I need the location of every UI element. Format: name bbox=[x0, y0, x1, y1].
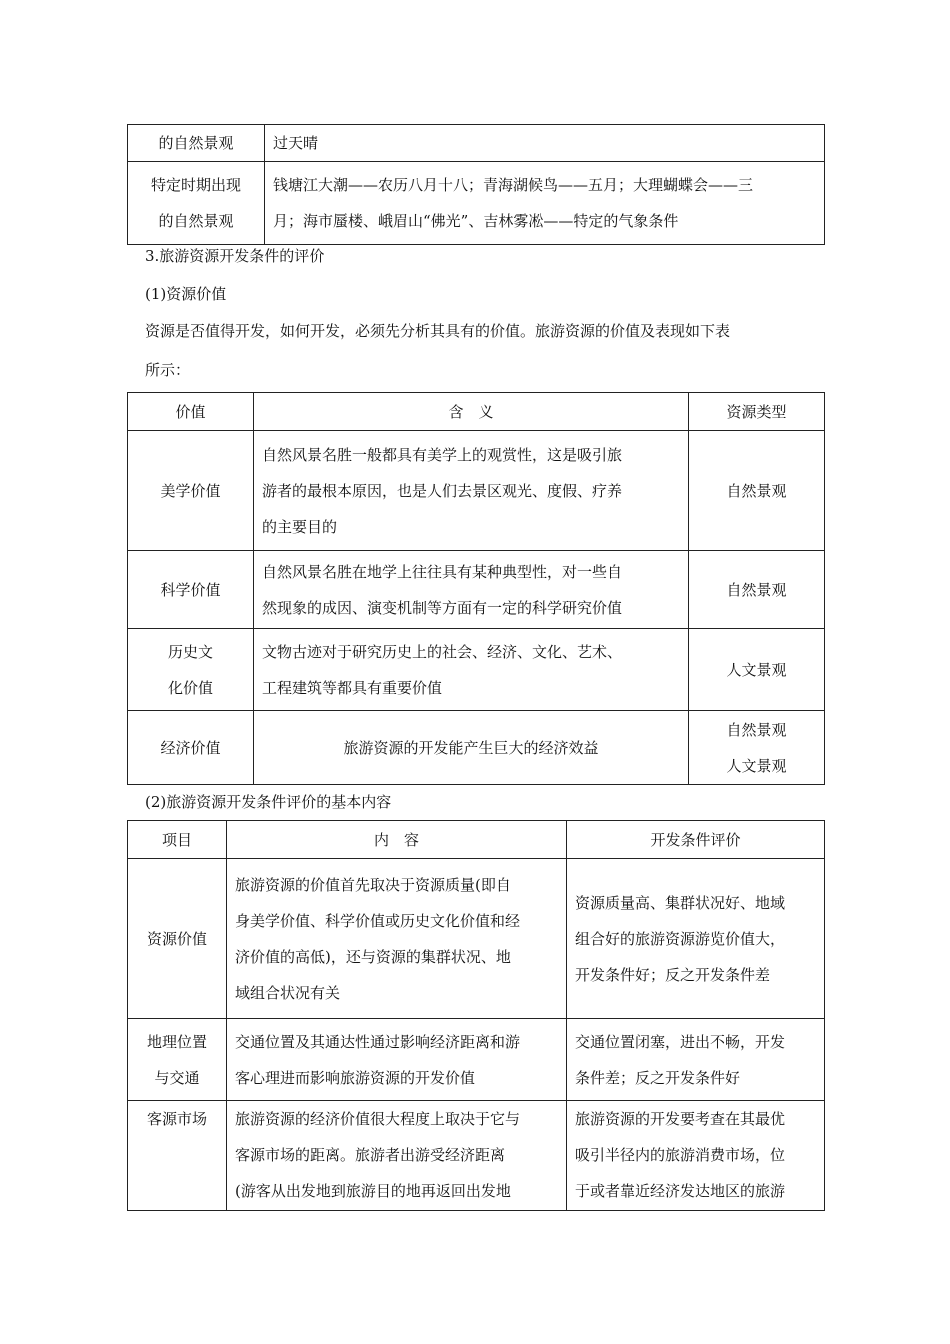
table-cell: 人文景观 bbox=[689, 629, 825, 711]
table-header-cell: 价值 bbox=[128, 393, 254, 431]
table-cell: 资源质量高、集群状况好、地域 组合好的旅游资源游览价值大， 开发条件好；反之开发条件差 bbox=[567, 859, 825, 1019]
table-cell: 文物古迹对于研究历史上的社会、经济、文化、艺术、 工程建筑等都具有重要价值 bbox=[254, 629, 689, 711]
table-cell: 客源市场 bbox=[128, 1101, 227, 1211]
table-header-cell: 资源类型 bbox=[689, 393, 825, 431]
table-row bbox=[128, 431, 825, 551]
subsection-title: (2)旅游资源开发条件评价的基本内容 bbox=[145, 793, 392, 811]
table-row bbox=[128, 551, 825, 629]
section-title: 3.旅游资源开发条件的评价 bbox=[145, 247, 325, 265]
table-cell: 旅游资源的开发要考查在其最优 吸引半径内的旅游消费市场，位 于或者靠近经济发达地区的旅游 bbox=[567, 1101, 825, 1211]
table-resource-value bbox=[127, 392, 825, 785]
table-cell: 资源价值 bbox=[128, 859, 227, 1019]
table-cell: 过天晴 bbox=[265, 125, 825, 162]
table-cell: 旅游资源的经济价值很大程度上取决于它与 客源市场的距离。旅游者出游受经济距离 (游客从出发地到旅游目的地再返回出发地 bbox=[227, 1101, 567, 1211]
table-cell: 经济价值 bbox=[128, 711, 254, 785]
table-development-conditions bbox=[127, 820, 825, 1211]
table-header-cell: 项目 bbox=[128, 821, 227, 859]
table-header-row bbox=[128, 393, 825, 431]
table-cell: 特定时期出现 的自然景观 bbox=[128, 162, 265, 245]
table-cell: 自然风景名胜一般都具有美学上的观赏性，这是吸引旅 游者的最根本原因，也是人们去景区观光、度假、疗养 的主要目的 bbox=[254, 431, 689, 551]
intro-paragraph-line: 所示： bbox=[145, 361, 191, 379]
table-cell: 美学价值 bbox=[128, 431, 254, 551]
table-cell: 的自然景观 bbox=[128, 125, 265, 162]
table-header-row bbox=[128, 821, 825, 859]
table-row bbox=[128, 629, 825, 711]
table-natural-landscapes bbox=[127, 124, 825, 245]
table-cell: 自然景观 bbox=[689, 431, 825, 551]
table-cell: 钱塘江大潮——农历八月十八；青海湖候鸟——五月；大理蝴蝶会——三 月；海市蜃楼、峨眉山“佛光”、吉林雾凇——特定的气象条件 bbox=[265, 162, 825, 245]
table-row bbox=[128, 1019, 825, 1101]
table-cell: 科学价值 bbox=[128, 551, 254, 629]
table-row bbox=[128, 859, 825, 1019]
table-cell: 交通位置闭塞，进出不畅，开发 条件差；反之开发条件好 bbox=[567, 1019, 825, 1101]
table-header-cell: 内 容 bbox=[227, 821, 567, 859]
table-cell: 交通位置及其通达性通过影响经济距离和游 客心理进而影响旅游资源的开发价值 bbox=[227, 1019, 567, 1101]
table-cell: 自然景观 人文景观 bbox=[689, 711, 825, 785]
table-header-cell: 含 义 bbox=[254, 393, 689, 431]
table-cell: 旅游资源的价值首先取决于资源质量(即自 身美学价值、科学价值或历史文化价值和经 济价值的高低)，还与资源的集群状况、地 域组合状况有关 bbox=[227, 859, 567, 1019]
table-row bbox=[128, 162, 825, 245]
table-row bbox=[128, 1101, 825, 1211]
table-cell: 地理位置 与交通 bbox=[128, 1019, 227, 1101]
table-cell: 历史文 化价值 bbox=[128, 629, 254, 711]
intro-paragraph-line: 资源是否值得开发，如何开发，必须先分析其具有的价值。旅游资源的价值及表现如下表 bbox=[145, 322, 731, 340]
table-cell: 旅游资源的开发能产生巨大的经济效益 bbox=[254, 711, 689, 785]
table-row bbox=[128, 125, 825, 162]
table-row bbox=[128, 711, 825, 785]
table-cell: 自然景观 bbox=[689, 551, 825, 629]
subsection-title: (1)资源价值 bbox=[145, 285, 227, 303]
table-header-cell: 开发条件评价 bbox=[567, 821, 825, 859]
table-cell: 自然风景名胜在地学上往往具有某种典型性，对一些自 然现象的成因、演变机制等方面有一定的科学研究价值 bbox=[254, 551, 689, 629]
